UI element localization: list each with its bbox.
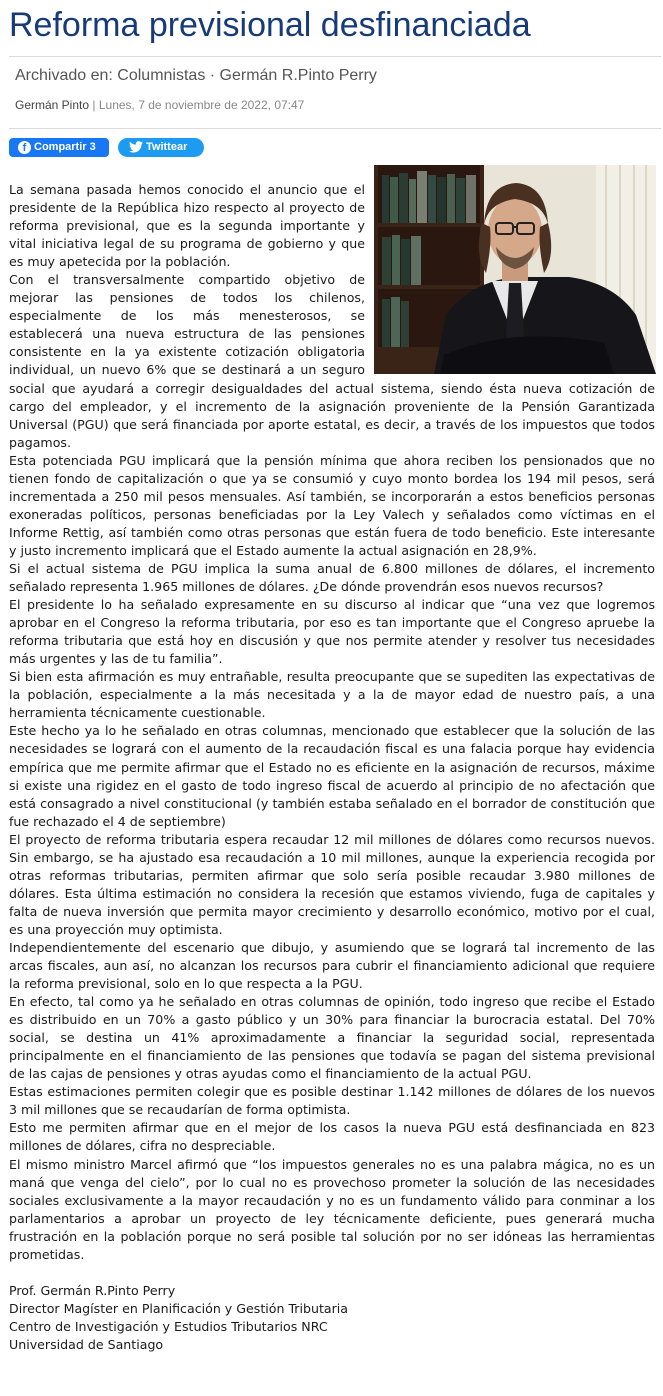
archive-breadcrumb[interactable]: Archivado en: Columnistas · Germán R.Pinto Perry (15, 67, 377, 84)
signature-university: Universidad de Santiago (9, 1336, 164, 1352)
paragraph: El mismo ministro Marcel afirmó que “los impuestos generales no es una palabra mágica, no es un maná que venga del cielo”, por lo cual no es provechoso prometer la solución de las necesidades sociales exclusivamente a la mayor recaudación y no es un fundamento válido para conminar a los parlamentarios a aprobar un proyecto de ley técnicamente deficiente, pues generará mucha frustración en la población porque no será posible tal solución por no ser idóneas las herramientas prometidas. (9, 1156, 655, 1262)
facebook-share-label: Compartir 3 (34, 141, 96, 153)
divider (9, 56, 661, 57)
paragraph: Estas estimaciones permiten colegir que es posible destinar 1.142 millones de dólares de los nuevos 3 mil millones que se recaudarían de forma optimista. (9, 1084, 655, 1118)
twitter-tweet-label: Twittear (146, 141, 188, 153)
signature-name: Prof. Germán R.Pinto Perry (9, 1282, 176, 1298)
divider (9, 128, 661, 129)
signature-role: Director Magíster en Planificación y Gestión Tributaria (9, 1300, 349, 1316)
author-signature (9, 1282, 655, 1354)
facebook-icon: f (18, 141, 31, 154)
paragraph: Si bien esta afirmación es muy entrañable, resulta preocupante que se supediten las expectativas de la población, especialmente a la más necesitada y a la de mayor edad de nuestro país, a una herramienta técnicamente cuestionable. (9, 669, 655, 721)
facebook-share-button[interactable] (9, 138, 109, 157)
paragraph: Independientemente del escenario que dibujo, y asumiendo que se logrará tal incremento de las arcas fiscales, aun así, no alcanzan los recursos para cubrir el financiamiento adicional que requiere la reforma previsional, solo en lo que respecta a la PGU. (9, 939, 655, 992)
paragraph: Si el actual sistema de PGU implica la suma anual de 6.800 millones de dólares, el incremento señalado representa 1.965 millones de dólares. ¿De dónde provendrán esos nuevos recursos? (9, 560, 655, 595)
author-name[interactable]: Germán Pinto (15, 98, 90, 112)
article-title: Reforma previsional desfinanciada (9, 6, 531, 44)
paragraph: En efecto, tal como ya he señalado en otras columnas de opinión, todo ingreso que recibe el Estado es distribuido en un 70% a gasto público y un 30% para financiar la burocracia estatal. Del 70% social, se destina un 41% aproximadamente a financiar la seguridad social, representada principalmente en el financiamiento de las pensiones que todavía se pagan del sistema previsional de las cajas de pensiones y otras ayudas como el financiamiento de la actual PGU. (9, 994, 655, 1082)
byline-separator: | (92, 98, 96, 112)
paragraph: Esta potenciada PGU implicará que la pensión mínima que ahora reciben los pensionados que no tienen fondo de capitalización o que ya se consumió y cuyo monto bordea los 194 mil pesos, será incrementada a 250 mil pesos mensuales. Así también, se incorporarán a estos beneficios personas exoneradas políticos, personas beneficiadas por la Ley Valech y señalados como víctimas en el Informe Rettig, así también como otras personas que están fuera de todo beneficio. Este interesante y justo incremento implicará que el Estado aumente la actual asignación en 28,9%. (9, 452, 655, 558)
twitter-bird-icon (129, 141, 143, 153)
paragraph: El proyecto de reforma tributaria espera recaudar 12 mil millones de dólares como recursos nuevos. Sin embargo, se ha ajustado esa recaudación a 10 mil millones, aunque la experiencia recogida por otras reformas tributarias, permiten afirmar que solo sería posible recaudar 3.980 millones de dólares. Esta última estimación no considera la recesión que estamos viviendo, fuga de capitales y falta de nueva inversión que permita mayor crecimiento y desarrollo económico, motivo por el cual, es una proyección muy optimista. (9, 831, 655, 937)
paragraph: Este hecho ya lo he señalado en otras columnas, mencionado que establecer que la solución de las necesidades se logrará con el aumento de la recaudación fiscal es una falacia porque hay evidencia empírica que me permite afirmar que el Estado no es eficiente en la asignación de recursos, máxime si existe una rigidez en el gasto de todo ingreso fiscal de acuerdo al principio de no afectación que está consagrado a nivel constitucional (y también estaba señalado en el borrador de constitución que fue rechazado el 4 de septiembre) (9, 723, 655, 829)
paragraph: Con el transversalmente compartido objetivo de mejorar las pensiones de todos los chilenos, especialmente de los más menesterosos, se establecerá una nueva estructura de las pensiones consistente en la ya existente cotización obligatoria individual, un nuevo 6% que se destinará a un seguro social que ayudará a corregir desigualdades del actual sistema, siendo ésta nueva cotización de cargo del empleador, y el incremento de la asignación proveniente de la Pensión Garantizada Universal (PGU) que será financiada por aporte estatal, es decir, a través de los impuestos que todos pagamos. (9, 272, 655, 450)
paragraph: La semana pasada hemos conocido el anuncio que el presidente de la República hizo respecto al proyecto de reforma previsional, que es la segunda importante y vital iniciativa legal de su programa de gobierno y que es muy apetecida por la población. (9, 182, 365, 270)
article-body (9, 181, 655, 1354)
byline (15, 98, 304, 113)
publish-date: Lunes, 7 de noviembre de 2022, 07:47 (98, 98, 305, 112)
photo-wrap-area (374, 181, 655, 377)
signature-institution: Centro de Investigación y Estudios Tributarios NRC (9, 1318, 328, 1334)
paragraph: El presidente lo ha señalado expresamente en su discurso al indicar que “una vez que logremos aprobar en el Congreso la reforma tributaria, por eso es tan importante que el Congreso apruebe la reforma tributaria que está hoy en discusión y que nos permite atender y resolver tus necesidades más urgentes y las de tu familia”. (9, 597, 655, 667)
paragraph: Esto me permiten afirmar que en el mejor de los casos la nueva PGU está desfinanciada en 823 millones de dólares, cifra no despreciable. (9, 1120, 655, 1154)
twitter-tweet-button[interactable] (118, 138, 204, 157)
